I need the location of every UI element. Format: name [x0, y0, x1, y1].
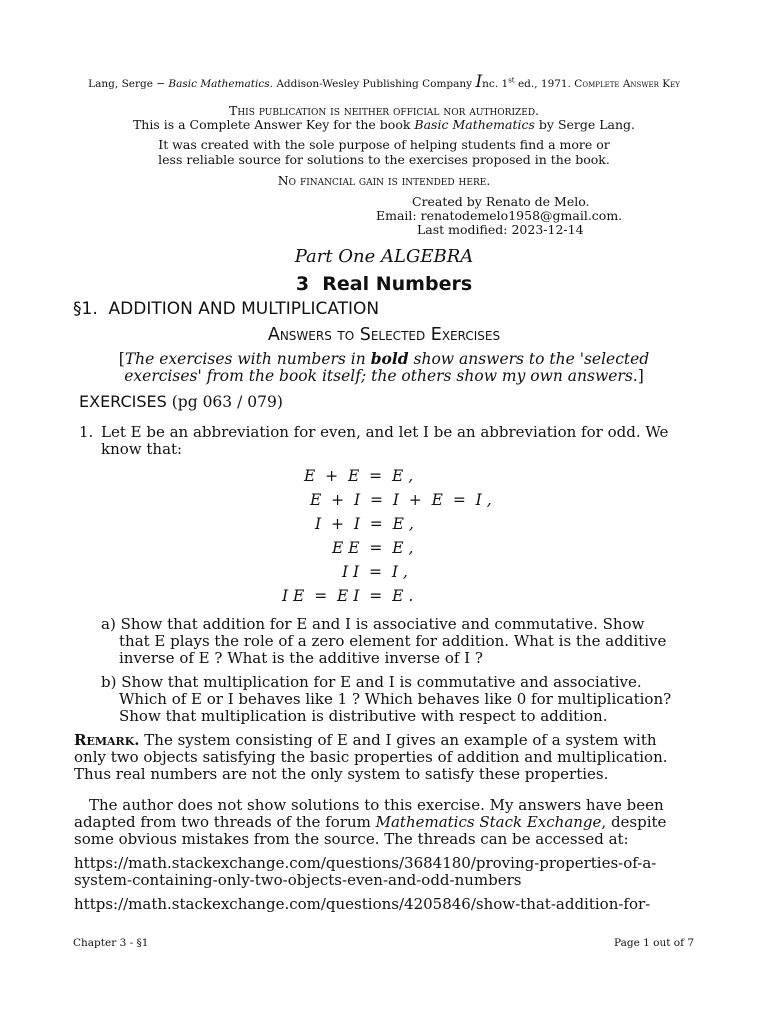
notice-book-title: Basic Mathematics [414, 117, 535, 132]
author-note-line-2-b: , despite [601, 813, 667, 831]
footer-page-number: Page 1 out of 7 [614, 937, 695, 949]
remark-line-3: Thus real numbers are not the only system to satisfy these properties. [74, 765, 609, 783]
equation-ii: I + I = E , [315, 515, 414, 533]
header-publisher-initial: I [475, 72, 483, 92]
equation-ei: E + I = I + E = I , [310, 491, 492, 509]
note-text-b: show answers to the 'selected [413, 350, 650, 368]
header-book-title: Basic Mathematics. [168, 78, 273, 90]
part-title: Part One ALGEBRA [294, 246, 474, 267]
credits-email: Email: renatodemelo1958@gmail.com. [376, 208, 623, 223]
author-note-line-1: The author does not show solutions to this exercise. My answers have been [89, 796, 664, 814]
note-close-bracket: ] [637, 367, 644, 385]
notice-line-4: less reliable source for solutions to the exercises proposed in the book. [158, 152, 610, 167]
notice-line-1: This publication is neither official nor authorized. [228, 103, 540, 118]
problem-1-line-2: know that: [101, 440, 183, 458]
author-note-line-2-a: adapted from two threads of the forum [74, 813, 371, 831]
running-header [0, 72, 768, 92]
header-answer-key-label: Complete Answer Key [574, 78, 680, 90]
credits-last-modified: Last modified: 2023-12-14 [417, 222, 584, 237]
author-note-line-3: some obvious mistakes from the source. The threads can be accessed at: [74, 830, 629, 848]
remark-line-2: only two objects satisfying the basic properties of addition and multiplication. [74, 748, 668, 766]
problem-1b-line-1: b) Show that multiplication for E and I is commutative and associative. [101, 673, 642, 691]
notice-line-2-b: by Serge Lang. [538, 117, 636, 132]
note-line-2 [0, 368, 768, 385]
notice-line-5: No financial gain is intended here. [277, 173, 491, 188]
problem-1a-line-3: inverse of E ? What is the additive inverse of I ? [119, 649, 483, 667]
chapter-title: 3 Real Numbers [295, 273, 473, 295]
credits-created-by: Created by Renato de Melo. [412, 194, 590, 209]
header-edition-year: ed., 1971. [517, 78, 571, 90]
header-author: Lang, Serge − [88, 78, 166, 90]
problem-1a-line-1: a) Show that addition for E and I is associative and commutative. Show [101, 615, 645, 633]
note-text-c: exercises' from the book itself; the others show my own answers. [124, 367, 638, 385]
note-open-bracket: [ [118, 350, 125, 368]
equation-ie-product: I E = E I = E . [282, 587, 414, 605]
thread-link-1-part-1[interactable]: https://math.stackexchange.com/questions/3684180/proving-properties-of-a- [74, 854, 657, 872]
notice-line-2 [0, 117, 768, 132]
thread-link-2[interactable]: https://math.stackexchange.com/questions/4205846/show-that-addition-for- [74, 895, 651, 913]
exercises-label: EXERCISES [79, 392, 167, 411]
note-line-1 [0, 350, 768, 368]
remark-line-1 [74, 732, 657, 749]
author-note-line-2 [74, 814, 666, 831]
problem-1b-line-3: Show that multiplication is distributive with respect to addition. [119, 707, 608, 725]
header-edition-number: 1 [501, 78, 509, 90]
equation-ii-product: I I = I , [342, 563, 408, 581]
section-title: §1. ADDITION AND MULTIPLICATION [73, 299, 380, 319]
notice-line-2-a: This is a Complete Answer Key for the book [132, 117, 411, 132]
note-text-a: The exercises with numbers in [124, 350, 366, 368]
footer-chapter: Chapter 3 - §1 [73, 937, 149, 949]
header-edition-ordinal: st [508, 76, 515, 85]
problem-1a-line-2: that E plays the role of a zero element for addition. What is the additive [119, 632, 667, 650]
answers-title: Answers to Selected Exercises [267, 325, 501, 345]
note-bold-word: bold [370, 349, 409, 368]
header-publisher: Addison-Wesley Publishing Company [276, 78, 473, 90]
forum-name: Mathematics Stack Exchange [375, 813, 602, 831]
equation-ee: E + E = E , [304, 467, 414, 485]
problem-1-number: 1. [79, 423, 94, 441]
problem-1b-line-2: Which of E or I behaves like 1 ? Which behaves like 0 for multiplication? [119, 690, 672, 708]
header-publisher-suffix: nc. [482, 78, 499, 90]
exercises-pages: (pg 063 / 079) [171, 393, 283, 411]
equation-ee-product: E E = E , [332, 539, 414, 557]
notice-line-3: It was created with the sole purpose of helping students find a more or [158, 137, 610, 152]
thread-link-1-part-2[interactable]: system-containing-only-two-objects-even-and-odd-numbers [74, 871, 522, 889]
problem-1-line-1: Let E be an abbreviation for even, and let I be an abbreviation for odd. We [101, 423, 669, 441]
remark-label: Remark. [74, 731, 140, 749]
remark-text-1: The system consisting of E and I gives an example of a system with [144, 731, 657, 749]
exercises-heading [79, 392, 283, 411]
